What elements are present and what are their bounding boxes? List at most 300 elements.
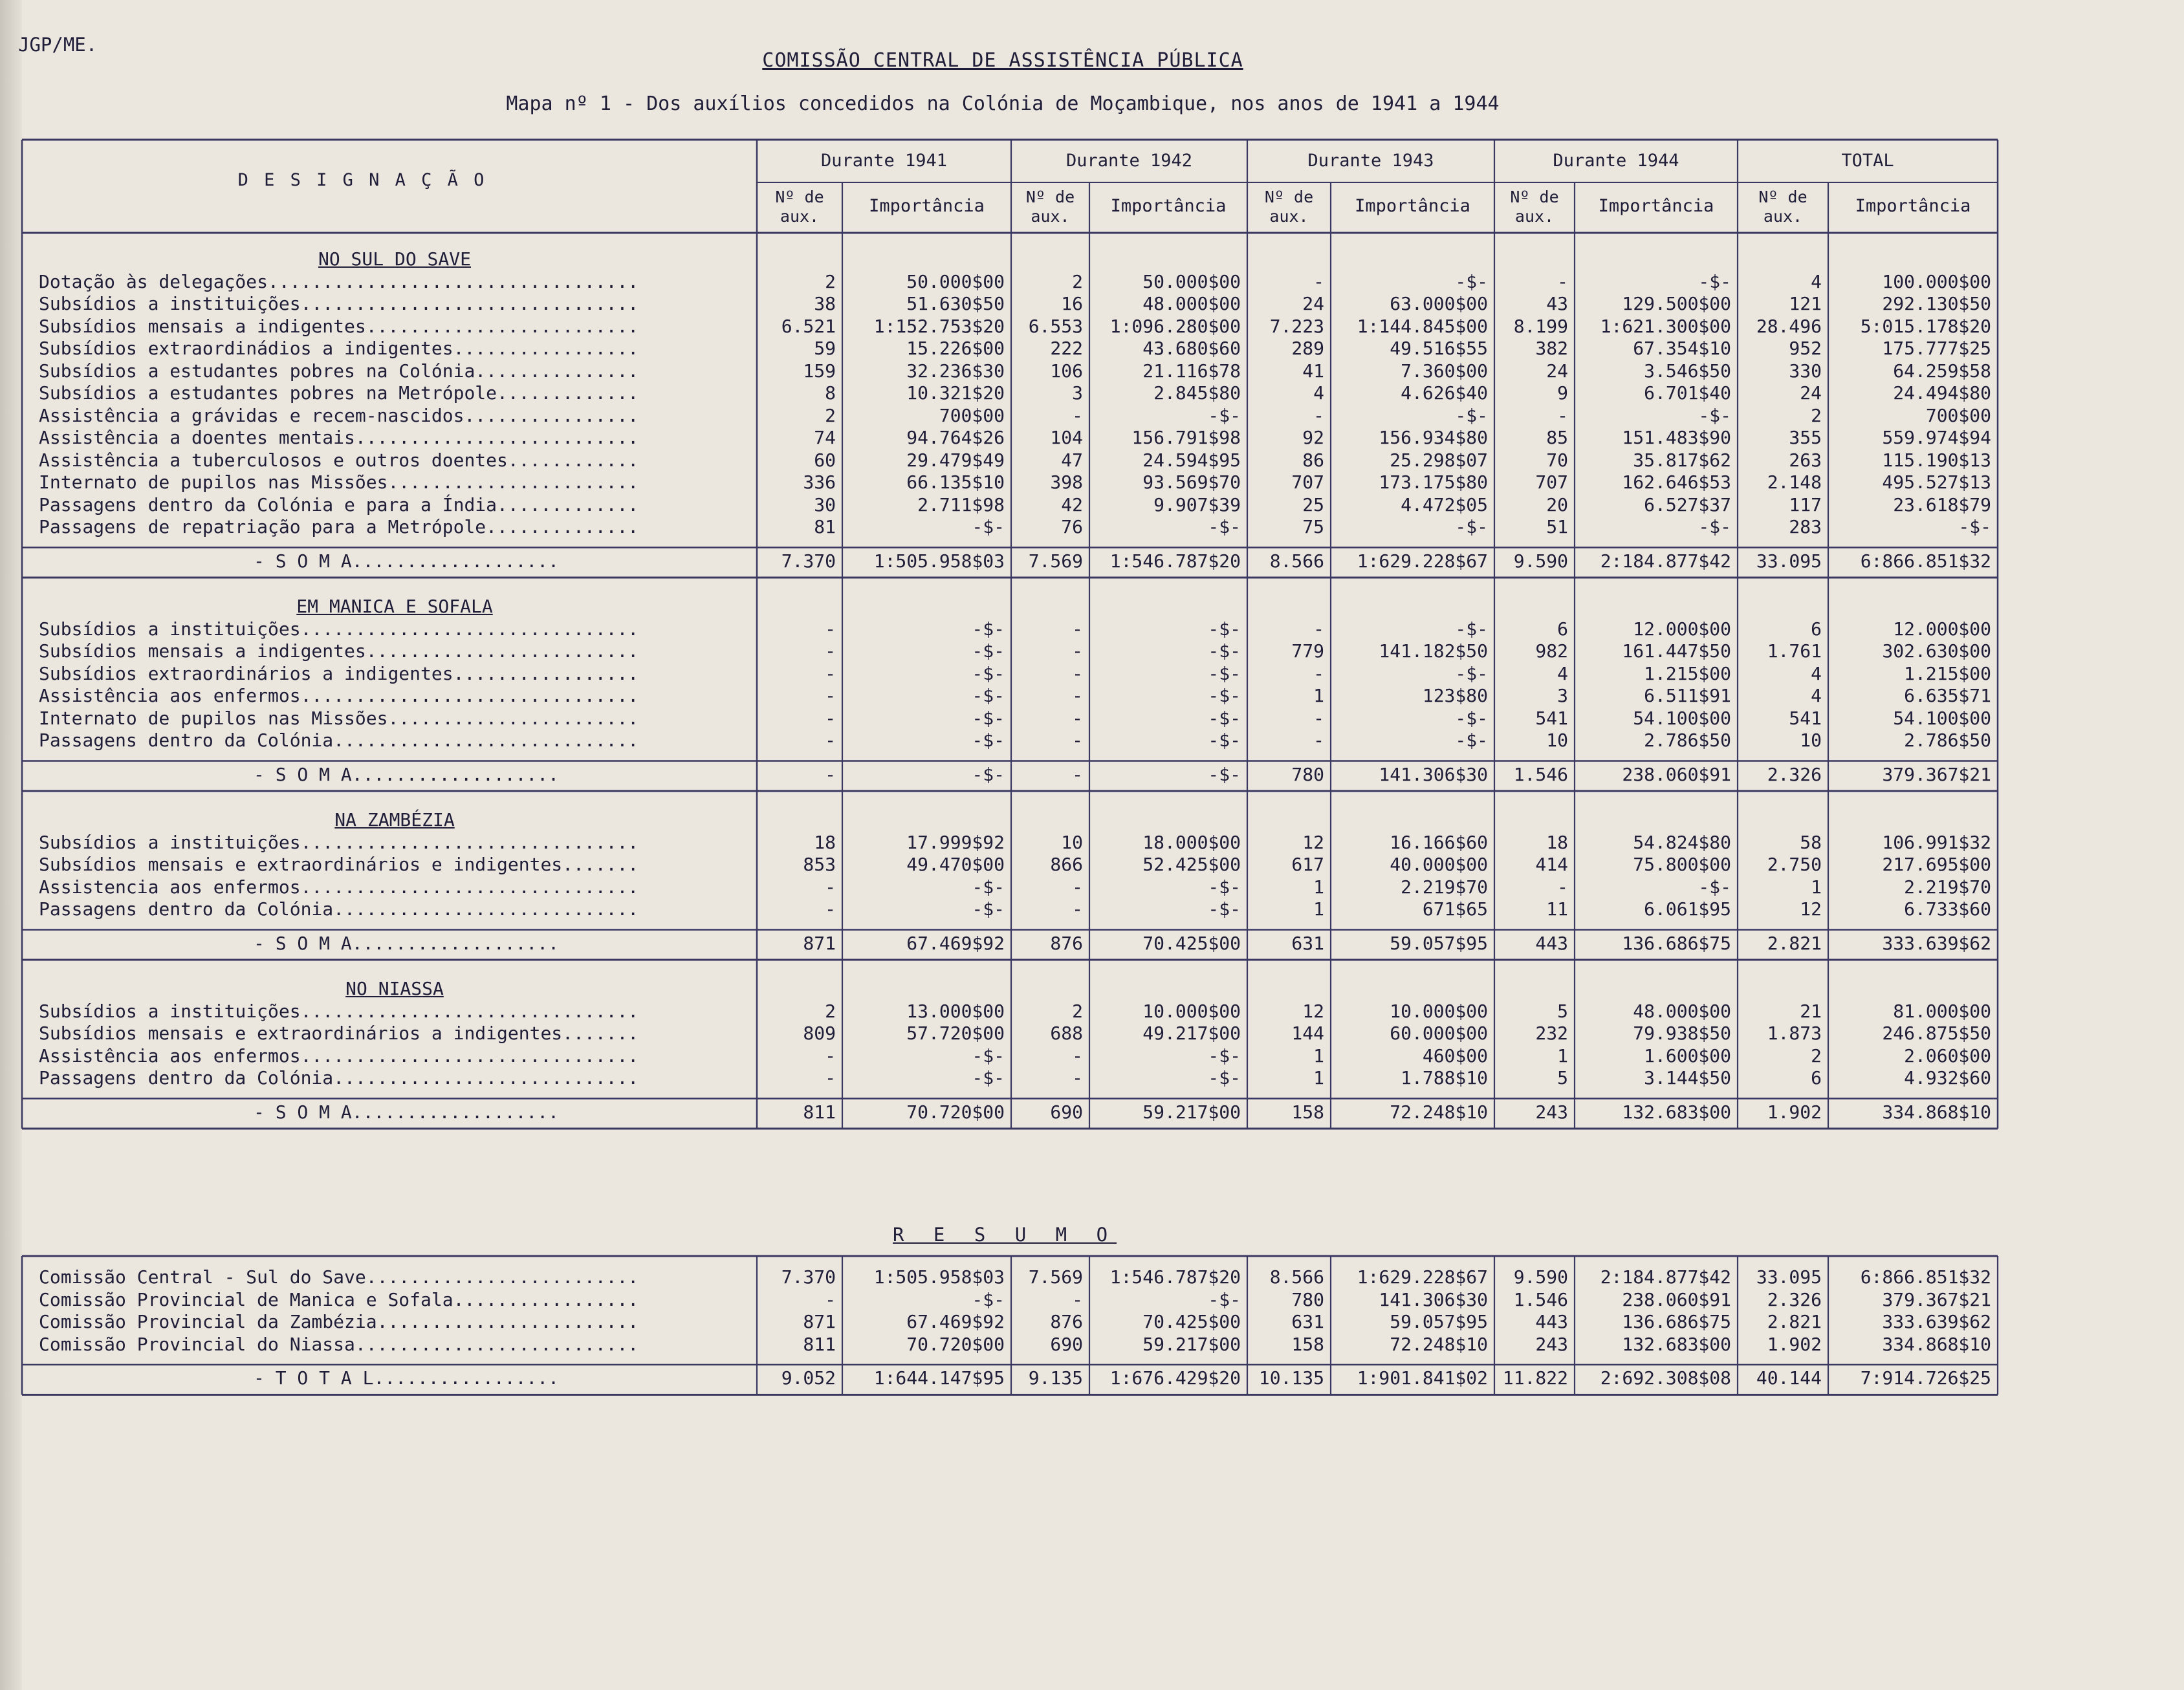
n-aux-cell: 12	[1302, 1000, 1324, 1022]
importancia-cell: 161.447$50	[1622, 640, 1731, 662]
importancia-cell: 132.683$00	[1622, 1101, 1731, 1123]
importancia-cell: 10.321$20	[906, 382, 1005, 404]
resumo-row-label: Comissão Provincial da Zambézia........................	[39, 1311, 639, 1332]
importancia-cell: -$-	[1208, 685, 1241, 706]
row-label: Assistência aos enfermos...............................	[39, 685, 639, 706]
n-aux-cell: 21	[1800, 1000, 1822, 1022]
importancia-cell: 129.500$00	[1622, 293, 1731, 314]
n-aux-cell: 11.822	[1502, 1367, 1568, 1389]
importancia-cell: 12.000$00	[1633, 618, 1731, 640]
n-aux-header: Nº de aux.	[1758, 188, 1807, 226]
document-reference: JGP/ME.	[18, 34, 98, 56]
importancia-cell: -$-	[972, 730, 1005, 751]
importancia-cell: 173.175$80	[1379, 471, 1488, 493]
n-aux-cell: 541	[1535, 707, 1568, 729]
importancia-cell: 15.226$00	[906, 338, 1005, 359]
n-aux-header: Nº de aux.	[1510, 188, 1559, 226]
importancia-cell: -$-	[972, 1067, 1005, 1089]
importancia-cell: 2.219$70	[1401, 876, 1488, 898]
n-aux-cell: 104	[1050, 427, 1083, 448]
n-aux-cell: 2.326	[1767, 1288, 1822, 1310]
n-aux-cell: 866	[1050, 854, 1083, 875]
importancia-cell: -$-	[1698, 270, 1731, 292]
n-aux-cell: 40.144	[1756, 1367, 1822, 1389]
importancia-cell: -$-	[1208, 876, 1241, 898]
importancia-cell: 12.000$00	[1893, 618, 1991, 640]
n-aux-cell: -	[1072, 640, 1083, 662]
n-aux-cell: 12	[1302, 831, 1324, 853]
importancia-cell: -$-	[1208, 1045, 1241, 1067]
importancia-cell: 2.845$80	[1153, 382, 1241, 404]
importancia-cell: 63.000$00	[1390, 293, 1488, 314]
importancia-cell: 123$80	[1422, 685, 1488, 706]
importancia-cell: -$-	[972, 763, 1005, 785]
n-aux-cell: 779	[1291, 640, 1324, 662]
n-aux-cell: 6	[1811, 1067, 1822, 1089]
n-aux-cell: 4	[1811, 270, 1822, 292]
n-aux-cell: 289	[1291, 338, 1324, 359]
importancia-cell: 70.425$00	[1142, 932, 1241, 954]
importancia-cell: 136.686$75	[1622, 932, 1731, 954]
importancia-cell: 1:644.147$95	[873, 1367, 1005, 1389]
importancia-cell: -$-	[1208, 730, 1241, 751]
importancia-cell: 48.000$00	[1633, 1000, 1731, 1022]
row-label: Internato de pupilos nas Missões.......................	[39, 707, 639, 729]
n-aux-cell: 12	[1800, 898, 1822, 920]
importancia-cell: 1:152.753$20	[873, 315, 1005, 337]
n-aux-cell: 811	[803, 1333, 836, 1355]
importancia-cell: 175.777$25	[1882, 338, 1991, 359]
n-aux-cell: 8.199	[1513, 315, 1568, 337]
importancia-cell: -$-	[972, 1288, 1005, 1310]
importancia-cell: 67.354$10	[1633, 338, 1731, 359]
n-aux-cell: 243	[1535, 1101, 1568, 1123]
n-aux-cell: 9	[1557, 382, 1568, 404]
row-label: Passagens dentro da Colónia............................	[39, 1067, 639, 1089]
n-aux-cell: 2.821	[1767, 1311, 1822, 1332]
n-aux-cell: 780	[1291, 1288, 1324, 1310]
importancia-cell: 4.932$60	[1904, 1067, 1991, 1089]
importancia-cell: -$-	[972, 640, 1005, 662]
n-aux-cell: -	[1072, 876, 1083, 898]
importancia-cell: 24.594$95	[1142, 449, 1241, 471]
row-label: Subsídios mensais e extraordinários e indigentes.......	[39, 854, 639, 875]
importancia-cell: 1:505.958$03	[873, 550, 1005, 572]
designacao-header: D E S I G N A Ç Ã O	[237, 170, 487, 190]
n-aux-cell: -	[825, 876, 836, 898]
importancia-cell: 379.367$21	[1882, 763, 1991, 785]
importancia-cell: 3.144$50	[1644, 1067, 1731, 1089]
n-aux-cell: 1	[1313, 1045, 1324, 1067]
importancia-cell: -$-	[1455, 730, 1488, 751]
n-aux-cell: 7.569	[1028, 550, 1083, 572]
importancia-cell: 70.425$00	[1142, 1311, 1241, 1332]
importancia-cell: 6:866.851$32	[1860, 550, 1991, 572]
n-aux-cell: 2	[1811, 1045, 1822, 1067]
n-aux-cell: 631	[1291, 932, 1324, 954]
importancia-cell: 1.788$10	[1401, 1067, 1488, 1089]
importancia-cell: 59.217$00	[1142, 1101, 1241, 1123]
importancia-cell: -$-	[972, 876, 1005, 898]
n-aux-cell: 6.553	[1028, 315, 1083, 337]
importancia-cell: -$-	[1698, 516, 1731, 537]
n-aux-cell: 809	[803, 1023, 836, 1044]
row-label: Assistência a grávidas e recem-nascidos................	[39, 404, 639, 426]
n-aux-cell: -	[1072, 662, 1083, 684]
n-aux-cell: 355	[1789, 427, 1822, 448]
soma-label: - S O M A...................	[254, 763, 560, 785]
importancia-cell: 9.907$39	[1153, 493, 1241, 515]
importancia-cell: 51.630$50	[906, 293, 1005, 314]
n-aux-cell: 9.590	[1513, 550, 1568, 572]
document-subtitle: Mapa nº 1 - Dos auxílios concedidos na Colónia de Moçambique, nos anos de 1941 a 1944	[506, 92, 1500, 115]
importancia-cell: 559.974$94	[1882, 427, 1991, 448]
period-header: Durante 1944	[1553, 151, 1679, 171]
n-aux-cell: 443	[1535, 1311, 1568, 1332]
importancia-cell: 156.934$80	[1379, 427, 1488, 448]
section-title: EM MANICA E SOFALA	[296, 596, 493, 617]
importancia-cell: -$-	[1698, 404, 1731, 426]
row-label: Passagens dentro da Colónia............................	[39, 730, 639, 751]
importancia-header: Importância	[869, 196, 985, 216]
n-aux-cell: 10	[1546, 730, 1568, 751]
importancia-cell: 29.479$49	[906, 449, 1005, 471]
n-aux-cell: 5	[1557, 1067, 1568, 1089]
n-aux-cell: -	[1072, 1045, 1083, 1067]
n-aux-cell: 18	[814, 831, 836, 853]
importancia-cell: 3.546$50	[1644, 360, 1731, 382]
n-aux-cell: 92	[1302, 427, 1324, 448]
importancia-cell: 17.999$92	[906, 831, 1005, 853]
n-aux-cell: 811	[803, 1101, 836, 1123]
importancia-cell: -$-	[1208, 898, 1241, 920]
importancia-cell: 495.527$13	[1882, 471, 1991, 493]
n-aux-cell: 47	[1061, 449, 1083, 471]
importancia-cell: 72.248$10	[1390, 1333, 1488, 1355]
n-aux-cell: -	[1072, 618, 1083, 640]
n-aux-cell: -	[1072, 1288, 1083, 1310]
n-aux-cell: -	[825, 685, 836, 706]
n-aux-cell: 11	[1546, 898, 1568, 920]
n-aux-cell: 2	[825, 404, 836, 426]
n-aux-cell: 9.590	[1513, 1266, 1568, 1288]
importancia-cell: -$-	[1208, 404, 1241, 426]
n-aux-cell: -	[825, 707, 836, 729]
importancia-cell: 302.630$00	[1882, 640, 1991, 662]
n-aux-cell: 688	[1050, 1023, 1083, 1044]
importancia-cell: -$-	[1208, 618, 1241, 640]
importancia-cell: 2:692.308$08	[1600, 1367, 1731, 1389]
importancia-cell: 1:546.787$20	[1109, 550, 1241, 572]
n-aux-header: Nº de aux.	[1025, 188, 1075, 226]
n-aux-cell: 25	[1302, 493, 1324, 515]
importancia-cell: 100.000$00	[1882, 270, 1991, 292]
n-aux-cell: 20	[1546, 493, 1568, 515]
n-aux-cell: -	[1313, 618, 1324, 640]
n-aux-cell: 8.566	[1269, 550, 1324, 572]
importancia-cell: 671$65	[1422, 898, 1488, 920]
n-aux-cell: -	[1313, 730, 1324, 751]
n-aux-cell: 2.821	[1767, 932, 1822, 954]
importancia-cell: 59.217$00	[1142, 1333, 1241, 1355]
importancia-cell: 54.100$00	[1633, 707, 1731, 729]
row-label: Subsídios a estudantes pobres na Metrópole.............	[39, 382, 639, 404]
n-aux-cell: 41	[1302, 360, 1324, 382]
importancia-cell: -$-	[972, 1045, 1005, 1067]
n-aux-cell: 1.902	[1767, 1101, 1822, 1123]
resumo-row-label: Comissão Provincial do Niassa..........................	[39, 1333, 639, 1355]
importancia-cell: 292.130$50	[1882, 293, 1991, 314]
soma-label: - S O M A...................	[254, 932, 560, 954]
n-aux-cell: 24	[1546, 360, 1568, 382]
importancia-cell: -$-	[1208, 707, 1241, 729]
importancia-cell: -$-	[1455, 618, 1488, 640]
importancia-cell: 2.219$70	[1904, 876, 1991, 898]
n-aux-cell: 10	[1061, 831, 1083, 853]
n-aux-cell: 24	[1302, 293, 1324, 314]
n-aux-cell: 414	[1535, 854, 1568, 875]
importancia-cell: 2.786$50	[1644, 730, 1731, 751]
importancia-cell: 16.166$60	[1390, 831, 1488, 853]
importancia-cell: 2.786$50	[1904, 730, 1991, 751]
n-aux-cell: 243	[1535, 1333, 1568, 1355]
row-label: Internato de pupilos nas Missões.......................	[39, 471, 639, 493]
n-aux-cell: 382	[1535, 338, 1568, 359]
importancia-cell: 79.938$50	[1633, 1023, 1731, 1044]
importancia-cell: 66.135$10	[906, 471, 1005, 493]
importancia-cell: -$-	[972, 707, 1005, 729]
importancia-cell: 7:914.726$25	[1860, 1367, 1991, 1389]
period-header: Durante 1943	[1307, 151, 1434, 171]
n-aux-cell: 10	[1800, 730, 1822, 751]
n-aux-cell: -	[1072, 898, 1083, 920]
row-label: Subsídios a instituições...............................	[39, 293, 639, 314]
importancia-cell: 141.306$30	[1379, 1288, 1488, 1310]
n-aux-cell: 6.521	[781, 315, 836, 337]
soma-label: - S O M A...................	[254, 550, 560, 572]
importancia-cell: 49.470$00	[906, 854, 1005, 875]
importancia-cell: 246.875$50	[1882, 1023, 1991, 1044]
n-aux-cell: -	[825, 1045, 836, 1067]
n-aux-cell: 30	[814, 493, 836, 515]
n-aux-cell: 780	[1291, 763, 1324, 785]
n-aux-cell: 2	[1072, 1000, 1083, 1022]
n-aux-cell: 9.052	[781, 1367, 836, 1389]
n-aux-cell: 33.095	[1756, 1266, 1822, 1288]
n-aux-cell: 106	[1050, 360, 1083, 382]
n-aux-cell: 871	[803, 932, 836, 954]
n-aux-cell: 336	[803, 471, 836, 493]
importancia-cell: -$-	[1455, 662, 1488, 684]
importancia-cell: 1:505.958$03	[873, 1266, 1005, 1288]
importancia-cell: 333.639$62	[1882, 1311, 1991, 1332]
n-aux-cell: -	[1072, 707, 1083, 729]
n-aux-cell: 33.095	[1756, 550, 1822, 572]
n-aux-cell: 117	[1789, 493, 1822, 515]
importancia-cell: 54.100$00	[1893, 707, 1991, 729]
importancia-cell: 132.683$00	[1622, 1333, 1731, 1355]
n-aux-cell: 10.135	[1258, 1367, 1324, 1389]
n-aux-cell: -	[1072, 404, 1083, 426]
n-aux-cell: -	[1072, 1067, 1083, 1089]
n-aux-cell: 1	[1811, 876, 1822, 898]
n-aux-cell: -	[825, 763, 836, 785]
importancia-cell: -$-	[1455, 270, 1488, 292]
n-aux-cell: 3	[1557, 685, 1568, 706]
importancia-cell: 50.000$00	[906, 270, 1005, 292]
n-aux-cell: 631	[1291, 1311, 1324, 1332]
n-aux-cell: 690	[1050, 1101, 1083, 1123]
n-aux-cell: -	[825, 662, 836, 684]
importancia-cell: 6.733$60	[1904, 898, 1991, 920]
importancia-cell: -$-	[972, 662, 1005, 684]
n-aux-cell: 159	[803, 360, 836, 382]
n-aux-cell: 6	[1811, 618, 1822, 640]
n-aux-cell: 43	[1546, 293, 1568, 314]
n-aux-cell: 1	[1313, 876, 1324, 898]
row-label: Passagens dentro da Colónia............................	[39, 898, 639, 920]
importancia-cell: 2:184.877$42	[1600, 550, 1731, 572]
soma-label: - S O M A...................	[254, 1101, 560, 1123]
n-aux-cell: 74	[814, 427, 836, 448]
n-aux-cell: 222	[1050, 338, 1083, 359]
importancia-cell: 49.217$00	[1142, 1023, 1241, 1044]
importancia-cell: 70.720$00	[906, 1333, 1005, 1355]
section-title: NA ZAMBÉZIA	[334, 809, 455, 830]
importancia-cell: 1.215$00	[1904, 662, 1991, 684]
importancia-cell: 81.000$00	[1893, 1000, 1991, 1022]
row-label: Subsídios extraordinádios a indigentes.................	[39, 338, 639, 359]
importancia-cell: 24.494$80	[1893, 382, 1991, 404]
n-aux-cell: 2.326	[1767, 763, 1822, 785]
n-aux-cell: 4	[1557, 662, 1568, 684]
n-aux-cell: 28.496	[1756, 315, 1822, 337]
importancia-cell: 334.868$10	[1882, 1101, 1991, 1123]
n-aux-cell: 86	[1302, 449, 1324, 471]
n-aux-cell: -	[1557, 876, 1568, 898]
n-aux-cell: 2	[1072, 270, 1083, 292]
n-aux-cell: 853	[803, 854, 836, 875]
n-aux-header: Nº de aux.	[1264, 188, 1314, 226]
row-label: Subsídios mensais a indigentes.........................	[39, 640, 639, 662]
n-aux-cell: -	[825, 898, 836, 920]
n-aux-cell: 1	[1557, 1045, 1568, 1067]
importancia-cell: 70.720$00	[906, 1101, 1005, 1123]
importancia-cell: 151.483$90	[1622, 427, 1731, 448]
importancia-cell: 54.824$80	[1633, 831, 1731, 853]
period-header: Durante 1942	[1065, 151, 1193, 171]
importancia-cell: 49.516$55	[1390, 338, 1488, 359]
importancia-cell: 23.618$79	[1893, 493, 1991, 515]
n-aux-cell: 541	[1789, 707, 1822, 729]
n-aux-cell: 16	[1061, 293, 1083, 314]
row-label: Subsídios mensais e extraordinários a indigentes.......	[39, 1023, 639, 1044]
n-aux-cell: 232	[1535, 1023, 1568, 1044]
importancia-cell: 6.635$71	[1904, 685, 1991, 706]
n-aux-cell: 263	[1789, 449, 1822, 471]
importancia-cell: 50.000$00	[1142, 270, 1241, 292]
importancia-cell: 40.000$00	[1390, 854, 1488, 875]
n-aux-cell: -	[1313, 270, 1324, 292]
importancia-cell: 93.569$70	[1142, 471, 1241, 493]
resumo-row-label: Comissão Central - Sul do Save.........................	[39, 1266, 639, 1288]
importancia-cell: 1:629.228$67	[1357, 550, 1488, 572]
importancia-cell: 238.060$91	[1622, 763, 1731, 785]
importancia-cell: 2:184.877$42	[1600, 1266, 1731, 1288]
importancia-cell: -$-	[1208, 662, 1241, 684]
importancia-cell: 1:096.280$00	[1109, 315, 1241, 337]
n-aux-cell: 7.223	[1269, 315, 1324, 337]
n-aux-cell: 8	[825, 382, 836, 404]
importancia-cell: -$-	[972, 516, 1005, 537]
n-aux-cell: 51	[1546, 516, 1568, 537]
n-aux-cell: 2	[825, 1000, 836, 1022]
n-aux-cell: -	[1557, 270, 1568, 292]
n-aux-cell: 876	[1050, 932, 1083, 954]
importancia-cell: -$-	[1455, 404, 1488, 426]
n-aux-cell: 158	[1291, 1333, 1324, 1355]
importancia-cell: 60.000$00	[1390, 1023, 1488, 1044]
row-label: Subsídios a instituições...............................	[39, 831, 639, 853]
n-aux-cell: 85	[1546, 427, 1568, 448]
row-label: Subsídios a instituições...............................	[39, 618, 639, 640]
n-aux-cell: 707	[1291, 471, 1324, 493]
row-label: Passagens de repatriação para a Metrópole..............	[39, 516, 639, 537]
n-aux-cell: 1	[1313, 685, 1324, 706]
importancia-cell: 141.182$50	[1379, 640, 1488, 662]
importancia-cell: 75.800$00	[1633, 854, 1731, 875]
n-aux-cell: -	[825, 640, 836, 662]
n-aux-cell: -	[825, 1067, 836, 1089]
n-aux-cell: 7.569	[1028, 1266, 1083, 1288]
importancia-cell: 115.190$13	[1882, 449, 1991, 471]
n-aux-cell: 60	[814, 449, 836, 471]
importancia-cell: 6.701$40	[1644, 382, 1731, 404]
resumo-title: R E S U M O	[893, 1224, 1117, 1246]
row-label: Assistência a tuberculosos e outros doentes............	[39, 449, 639, 471]
row-label: Subsídios a instituições...............................	[39, 1000, 639, 1022]
importancia-cell: 48.000$00	[1142, 293, 1241, 314]
n-aux-cell: -	[1313, 404, 1324, 426]
n-aux-cell: 690	[1050, 1333, 1083, 1355]
importancia-cell: 32.236$30	[906, 360, 1005, 382]
n-aux-cell: 18	[1546, 831, 1568, 853]
n-aux-cell: 2	[1811, 404, 1822, 426]
importancia-cell: -$-	[1455, 516, 1488, 537]
n-aux-cell: 952	[1789, 338, 1822, 359]
section-title: NO SUL DO SAVE	[318, 248, 471, 270]
importancia-cell: 460$00	[1422, 1045, 1488, 1067]
importancia-cell: -$-	[972, 618, 1005, 640]
importancia-cell: -$-	[1208, 516, 1241, 537]
importancia-cell: 43.680$60	[1142, 338, 1241, 359]
importancia-cell: 333.639$62	[1882, 932, 1991, 954]
section-title: NO NIASSA	[345, 978, 444, 999]
n-aux-cell: -	[1072, 730, 1083, 751]
n-aux-cell: -	[825, 618, 836, 640]
n-aux-cell: 443	[1535, 932, 1568, 954]
n-aux-cell: 121	[1789, 293, 1822, 314]
row-label: Subsídios mensais a indigentes.........................	[39, 315, 639, 337]
importancia-cell: -$-	[1958, 516, 1991, 537]
importancia-cell: 1:621.300$00	[1600, 315, 1731, 337]
importancia-cell: 4.472$05	[1401, 493, 1488, 515]
n-aux-cell: 982	[1535, 640, 1568, 662]
n-aux-cell: 4	[1313, 382, 1324, 404]
importancia-cell: 1:629.228$67	[1357, 1266, 1488, 1288]
importancia-cell: -$-	[972, 685, 1005, 706]
document-title: COMISSÃO CENTRAL DE ASSISTÊNCIA PÚBLICA	[762, 49, 1243, 72]
